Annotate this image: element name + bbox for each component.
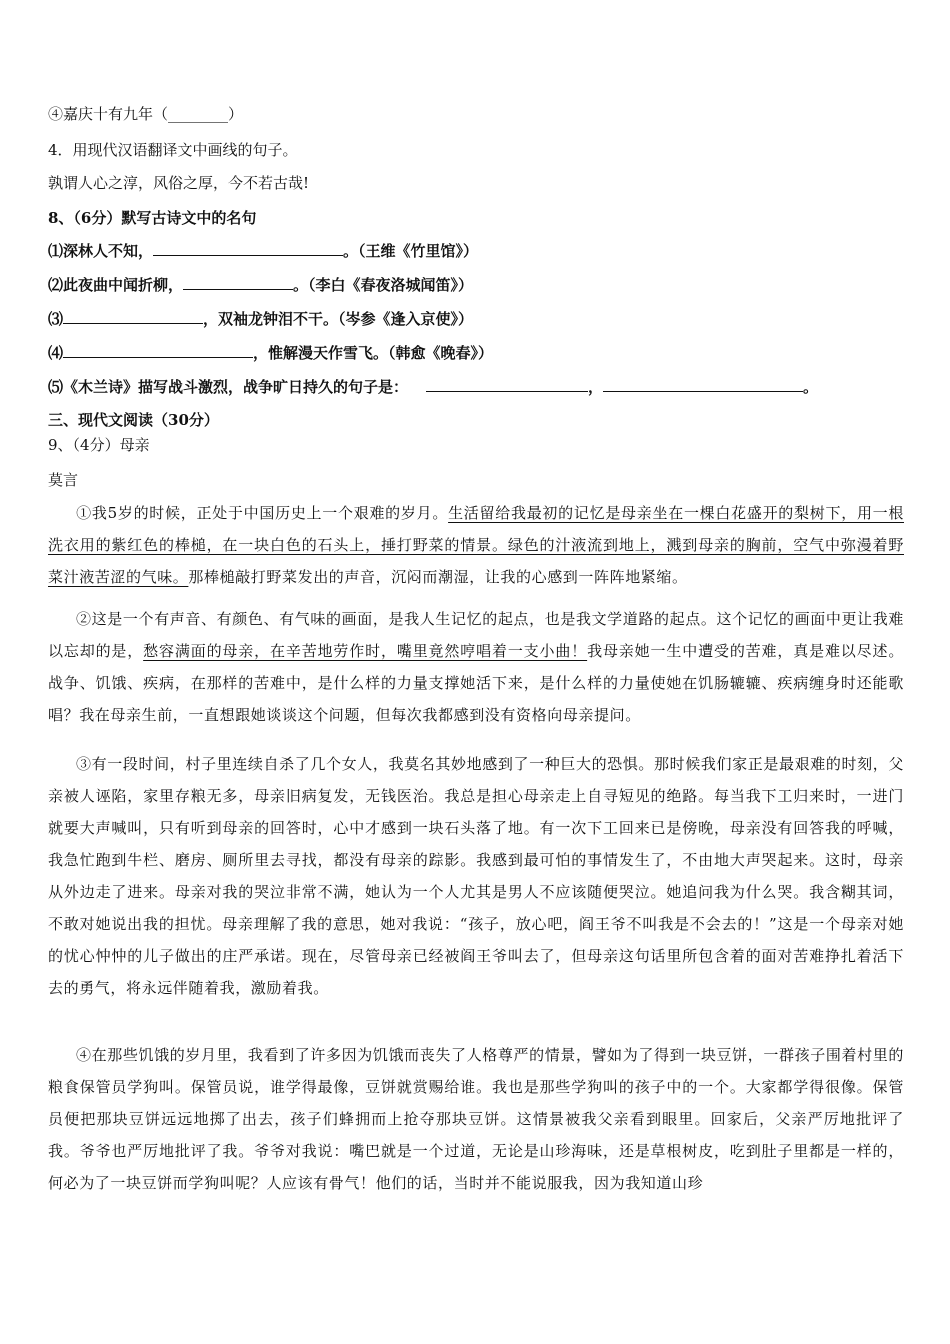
q8-item-5-blank-1[interactable] bbox=[426, 377, 588, 392]
sentence-to-translate: 孰谓人心之淳，风俗之厚，今不若古哉! bbox=[48, 174, 310, 192]
q8-item-1-suffix: 。（王维《竹里馆》） bbox=[343, 242, 479, 260]
q8-item-5-blank-2[interactable] bbox=[603, 377, 803, 392]
paragraph-2-underlined: 愁容满面的母亲，在辛苦地劳作时，嘴里竟然哼唱着一支小曲！ bbox=[143, 642, 588, 660]
paragraph-3 bbox=[48, 748, 904, 1004]
q8-item-1 bbox=[48, 241, 478, 261]
q8-item-3-prefix: ⑶ bbox=[48, 310, 64, 328]
q8-item-2-prefix: ⑵此夜曲中闻折柳， bbox=[48, 276, 184, 294]
q8-item-5-prefix: ⑸《木兰诗》描写战斗激烈，战争旷日持久的句子是： bbox=[48, 378, 409, 396]
paragraph-1-underlined: 生活留给我最初的记忆是母亲坐在一棵白花盛开的梨树下，用一根洗衣用的紫红色的棒槌，在一块白色的石头上，捶打野菜的情景。绿色的汁液流到地上，溅到母亲的胸前，空气中弥漫着野菜汁液苦涩的气味。 bbox=[48, 504, 904, 586]
q8-item-5-separator: ， bbox=[588, 378, 604, 396]
q8-item-3-blank[interactable] bbox=[63, 309, 203, 324]
paragraph-3-text: ③有一段时间，村子里连续自杀了几个女人，我莫名其妙地感到了一种巨大的恐惧。那时候我们家正是最艰难的时刻，父亲被人诬陷，家里存粮无多，母亲旧病复发，无钱医治。我总是担心母亲走上自寻短见的绝路。每当我下工归来时，一进门就要大声喊叫，只有听到母亲的回答时，心中才感到一块石头落了地。有一次下工回来已是傍晚，母亲没有回答我的呼喊，我急忙跑到牛栏、磨房、厕所里去寻找，都没有母亲的踪影。我感到最可怕的事情发生了，不由地大声哭起来。这时，母亲从外边走了进来。母亲对我的哭泣非常不满，她认为一个人尤其是男人不应该随便哭泣。她追问我为什么哭。我含糊其词，不敢对她说出我的担忧。母亲理解了我的意思，她对我说：“孩子，放心吧，阎王爷不叫我是不会去的！”这是一个母亲对她的忧心忡忡的儿子做出的庄严承诺。现在，尽管母亲已经被阎王爷叫去了，但母亲这句话里所包含着的面对苦难挣扎着活下去的勇气，将永远伴随着我，激励着我。 bbox=[48, 755, 904, 997]
q8-item-5-suffix: 。 bbox=[803, 378, 819, 396]
sub-question-4-of-previous: ④嘉庆十有九年（________） bbox=[48, 105, 244, 123]
paragraph-2-start: ②这是一个有声音、有颜色、有气味的画面，是我人生记忆的起点，也是我文学道路的起点。这个记忆的画面中更让我难以忘却的是， bbox=[48, 610, 904, 660]
question-4-translate: 4．用现代汉语翻译文中画线的句子。 bbox=[48, 141, 298, 159]
question-8-title: 8、（6分）默写古诗文中的名句 bbox=[48, 209, 257, 227]
q8-item-2-blank[interactable] bbox=[183, 275, 293, 290]
q8-item-5 bbox=[48, 377, 818, 397]
q8-item-4-suffix: ，惟解漫天作雪飞。（韩愈《晚春》） bbox=[253, 344, 494, 362]
q8-item-2 bbox=[48, 275, 473, 295]
q8-item-4-blank[interactable] bbox=[63, 343, 253, 358]
q8-item-4 bbox=[48, 343, 493, 363]
q8-item-2-suffix: 。（李白《春夜洛城闻笛》） bbox=[293, 276, 474, 294]
paragraph-4 bbox=[48, 1039, 904, 1199]
q8-item-3-suffix: ，双袖龙钟泪不干。（岑参《逢入京使》） bbox=[203, 310, 474, 328]
paragraph-1-end: 那棒槌敲打野菜发出的声音，沉闷而潮湿，让我的心感到一阵阵地紧缩。 bbox=[188, 568, 688, 586]
q8-item-3 bbox=[48, 309, 473, 329]
paragraph-1-start: ①我5岁的时候，正处于中国历史上一个艰难的岁月。 bbox=[76, 504, 449, 522]
paragraph-2 bbox=[48, 603, 904, 731]
question-9-title: 9、（4分）母亲 bbox=[48, 436, 150, 454]
q8-item-1-blank[interactable] bbox=[153, 241, 343, 256]
paragraph-4-text: ④在那些饥饿的岁月里，我看到了许多因为饥饿而丧失了人格尊严的情景，譬如为了得到一块豆饼，一群孩子围着村里的粮食保管员学狗叫。保管员说，谁学得最像，豆饼就赏赐给谁。我也是那些学狗叫的孩子中的一个。大家都学得很像。保管员便把那块豆饼远远地掷了出去，孩子们蜂拥而上抢夺那块豆饼。这情景被我父亲看到眼里。回家后，父亲严厉地批评了我。爷爷也严厉地批评了我。爷爷对我说：嘴巴就是一个过道，无论是山珍海味，还是草根树皮，吃到肚子里都是一样的，何必为了一块豆饼而学狗叫呢？人应该有骨气！他们的话，当时并不能说服我，因为我知道山珍 bbox=[48, 1046, 904, 1192]
section-3-title: 三、现代文阅读（30分） bbox=[48, 411, 219, 429]
paragraph-1 bbox=[48, 497, 904, 593]
author: 莫言 bbox=[48, 471, 79, 489]
q8-item-4-prefix: ⑷ bbox=[48, 344, 64, 362]
paragraph-2-end: 我母亲她一生中遭受的苦难，真是难以尽述。战争、饥饿、疾病，在那样的苦难中，是什么样的力量支撑她活下来，是什么样的力量使她在饥肠辘辘、疾病缠身时还能歌唱？我在母亲生前，一直想跟她谈谈这个问题，但每次我都感到没有资格向母亲提问。 bbox=[48, 642, 904, 724]
q8-item-1-prefix: ⑴深林人不知， bbox=[48, 242, 154, 260]
